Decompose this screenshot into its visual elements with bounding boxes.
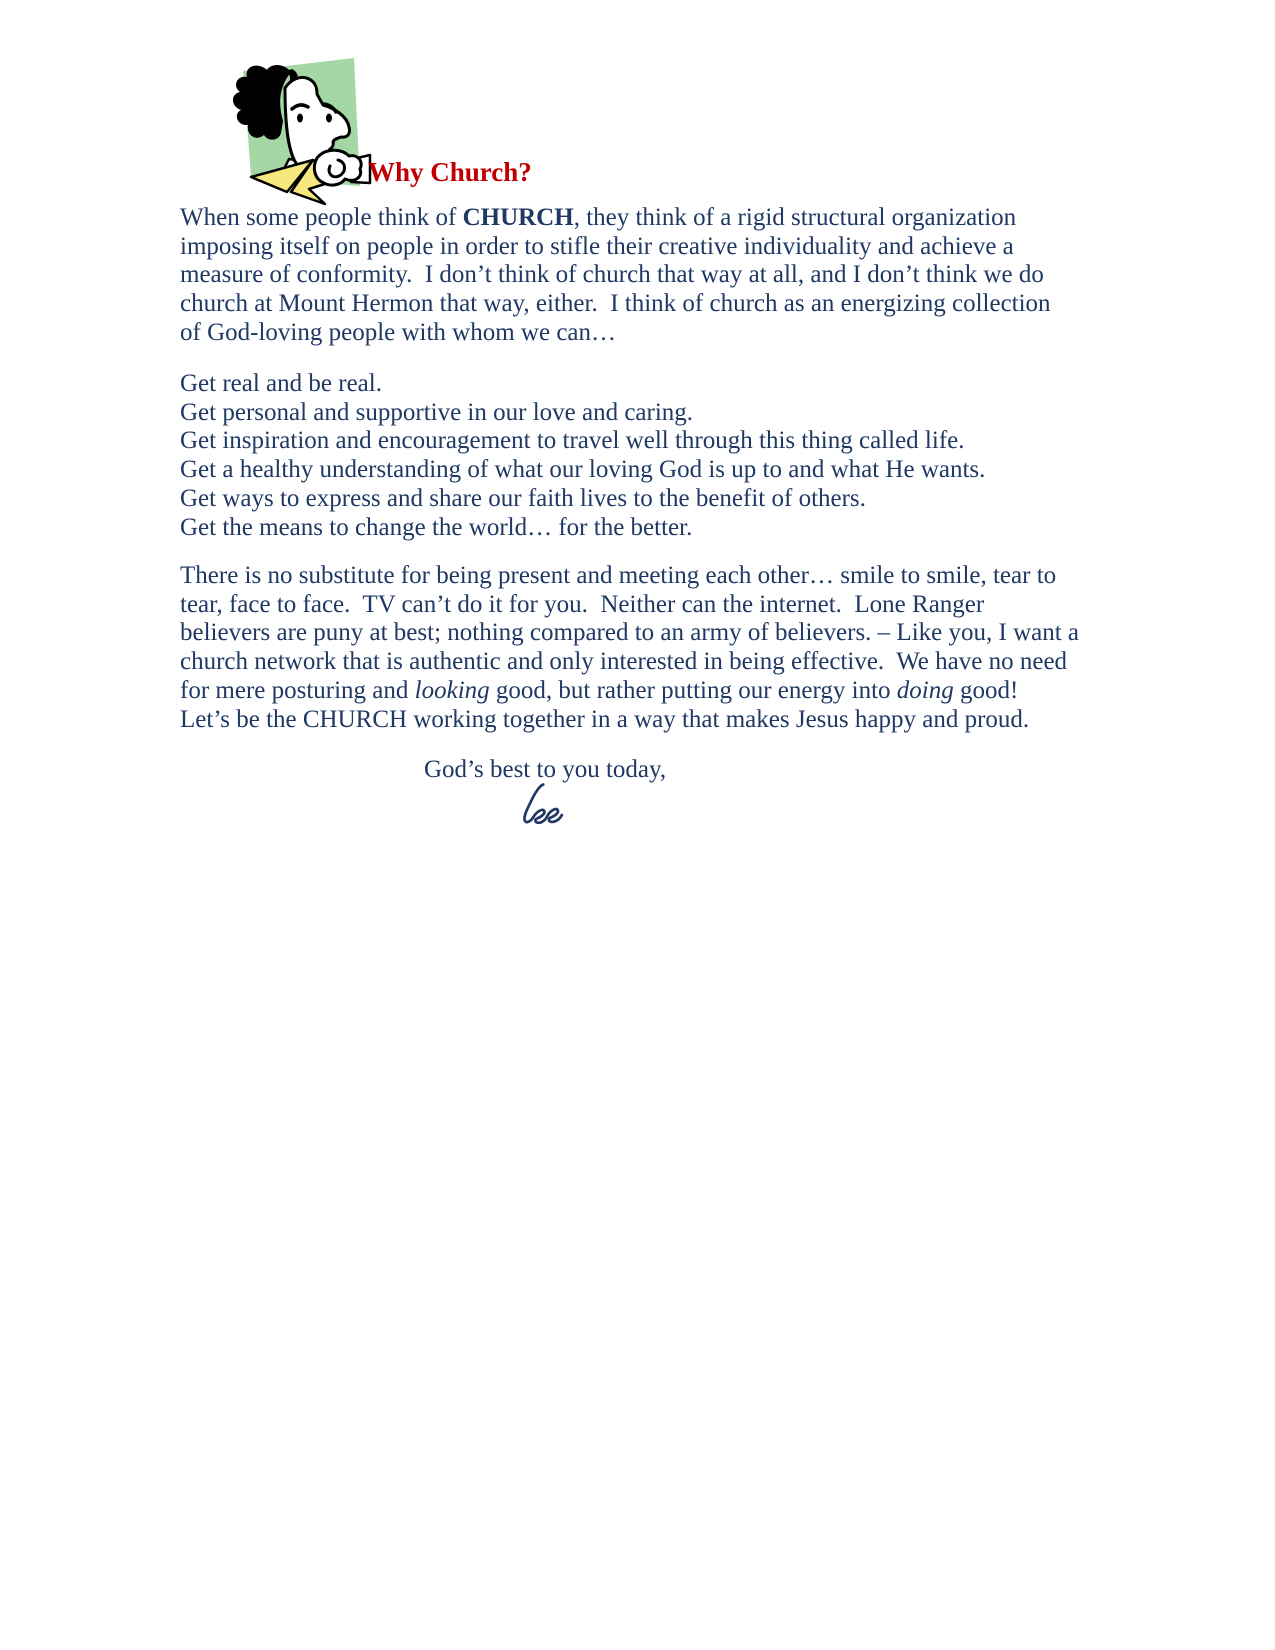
text-line: tear, face to face. TV can’t do it for you. Neither can the internet. Lone Ranger (180, 590, 985, 618)
plain-text: When some people think of (180, 204, 463, 231)
thinking-man-icon (221, 55, 373, 213)
closing-line: God’s best to you today, (424, 756, 667, 783)
text-line: Let’s be the CHURCH working together in a way that makes Jesus happy and proud. (180, 705, 1030, 733)
text-line: There is no substitute for being present and meeting each other… smile to smile, tear to (180, 562, 1057, 589)
thinking-man-clipart (221, 55, 373, 213)
get-list-paragraph (180, 370, 985, 542)
clipart-right-eye (326, 114, 332, 123)
bold-text: CHURCH (462, 204, 574, 231)
call-to-action-paragraph (180, 562, 1079, 734)
text-line: Get the means to change the world… for the better. (180, 513, 693, 541)
italic-text: looking (414, 676, 490, 704)
plain-text: for mere posturing and (180, 676, 415, 704)
intro-paragraph (180, 204, 1051, 348)
text-line: believers are puny at best; nothing compared to an army of believers. – Like you, I want a (180, 619, 1080, 647)
clipart-fist (314, 150, 361, 185)
text-line: of God-loving people with whom we can… (180, 318, 617, 346)
text-line: Get a healthy understanding of what our loving God is up to and what He wants. (180, 456, 986, 484)
text-line: measure of conformity. I don’t think of church that way at all, and I don’t think we do (180, 261, 1044, 289)
text-line: imposing itself on people in order to stifle their creative individuality and achieve a (180, 232, 1014, 260)
plain-text: good, but rather putting our energy into (489, 676, 897, 704)
italic-text: doing (896, 676, 954, 704)
page-title: Why Church? (368, 157, 532, 187)
signature (506, 782, 572, 826)
clipart-left-eye (297, 114, 303, 123)
text-line: church network that is authentic and only interested in being effective. We have no need (180, 648, 1068, 676)
text-line: Get ways to express and share our faith lives to the benefit of others. (180, 484, 866, 512)
text-line: church at Mount Hermon that way, either. I think of church as an energizing collection (180, 290, 1051, 318)
text-line (180, 204, 1051, 233)
text-line: Get real and be real. (180, 370, 382, 397)
text-line (180, 677, 1079, 706)
signature-script-lee (506, 782, 572, 826)
plain-text: , they think of a rigid structural organization (573, 204, 1017, 231)
text-line: Get inspiration and encouragement to travel well through this thing called life. (180, 427, 965, 455)
plain-text: good! (953, 676, 1019, 704)
text-line: Get personal and supportive in our love and caring. (180, 398, 694, 426)
